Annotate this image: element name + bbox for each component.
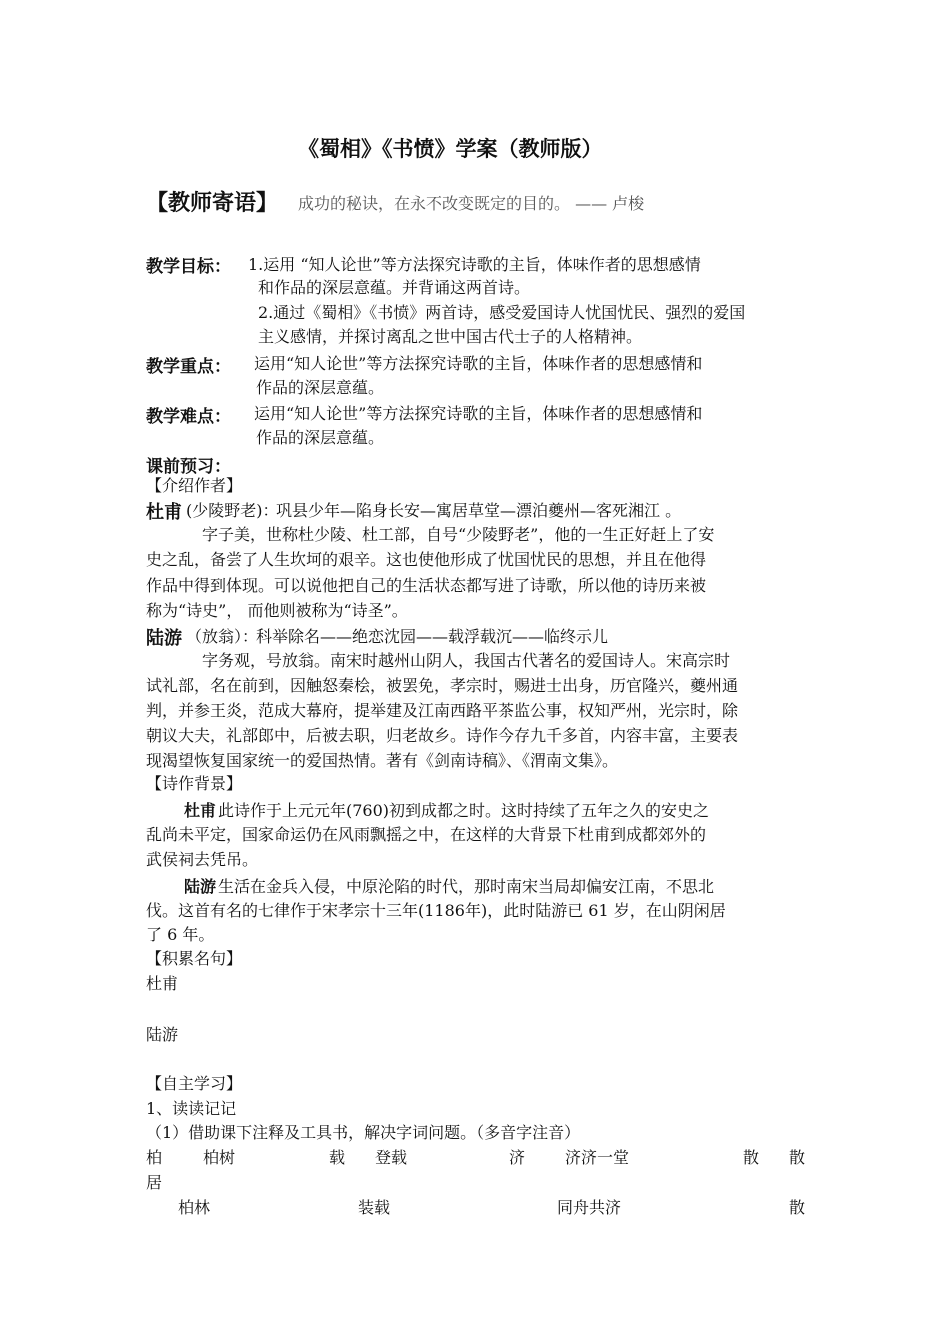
objectives-line-1: 1.运用 “知人论世”等方法探究诗歌的主旨，体味作者的思想感情 bbox=[248, 255, 701, 274]
du-fu-path: 巩县少年—陷身长安—寓居草堂—漂泊夔州—客死湘江 。 bbox=[276, 501, 682, 520]
objectives-line-4: 主义感情，并探讨离乱之世中国古代士子的人格精神。 bbox=[258, 327, 643, 346]
vocab-san-2: 散 bbox=[789, 1198, 806, 1217]
lu-you-bio-1: 字务观，号放翁。南宋时越州山阴人，我国古代著名的爱国诗人。宋高宗时 bbox=[202, 651, 731, 670]
motto-heading: 【教师寄语】 bbox=[146, 191, 279, 216]
vocab-tong-zhou-gong-ji: 同舟共济 bbox=[557, 1198, 622, 1217]
background-du-fu-1: 此诗作于上元元年(760)初到成都之时。这时持续了五年之久的安史之 bbox=[218, 801, 710, 820]
background-du-fu-3: 武侯祠去凭吊。 bbox=[146, 850, 259, 869]
vocab-bai-shu: 柏树 bbox=[203, 1148, 236, 1167]
du-fu-bio-3: 作品中得到体现。可以说他把自己的生活状态都写进了诗歌，所以他的诗历来被 bbox=[146, 576, 707, 595]
vocab-char-bai: 柏 bbox=[146, 1148, 163, 1167]
difficulty-label: 教学难点： bbox=[146, 407, 231, 427]
background-du-fu-name: 杜甫 bbox=[184, 801, 217, 820]
vocab-bai-lin: 柏林 bbox=[178, 1198, 211, 1217]
background-lu-you-2: 伐。这首有名的七律作于宋孝宗十三年(1186年)，此时陆游已 61 岁，在山阴闲居 bbox=[146, 901, 726, 920]
lu-you-subtitle: （放翁）： bbox=[186, 627, 259, 646]
objectives-label: 教学目标： bbox=[146, 257, 231, 277]
self-study-heading: 【自主学习】 bbox=[146, 1074, 243, 1093]
background-heading: 【诗作背景】 bbox=[146, 774, 243, 793]
lu-you-name: 陆游 bbox=[146, 628, 182, 649]
background-lu-you-name: 陆游 bbox=[184, 877, 217, 896]
difficulty-line-2: 作品的深层意蕴。 bbox=[256, 428, 385, 447]
vocab-ji-ji-yi-tang: 济济一堂 bbox=[565, 1148, 630, 1167]
vocab-san-ju-end: 居 bbox=[146, 1173, 163, 1192]
background-lu-you-1: 生活在金兵入侵，中原沦陷的时代，那时南宋当局却偏安江南，不思北 bbox=[218, 877, 715, 896]
lu-you-bio-2: 试礼部，名在前到，因触怒秦桧，被罢免，孝宗时，赐进士出身，历官隆兴，夔州通 bbox=[146, 676, 739, 695]
quotes-du-fu: 杜甫 bbox=[146, 974, 179, 993]
lu-you-bio-5: 现渴望恢复国家统一的爱国热情。著有《剑南诗稿》、《渭南文集》。 bbox=[146, 751, 619, 770]
objectives-line-2: 和作品的深层意蕴。并背诵这两首诗。 bbox=[258, 278, 531, 297]
motto-text: 成功的秘诀，在永不改变既定的目的。 —— 卢梭 bbox=[298, 194, 645, 213]
self-study-sub-1: （1）借助课下注释及工具书，解决字词问题。（多音字注音） bbox=[146, 1123, 581, 1142]
quotes-heading: 【积累名句】 bbox=[146, 949, 243, 968]
vocab-char-zai: 载 bbox=[329, 1148, 346, 1167]
difficulty-line-1: 运用“知人论世”等方法探究诗歌的主旨，体味作者的思想感情和 bbox=[254, 404, 703, 423]
page-title: 《蜀相》《书愤》学案（教师版） bbox=[298, 137, 603, 161]
key-point-line-1: 运用“知人论世”等方法探究诗歌的主旨，体味作者的思想感情和 bbox=[254, 354, 703, 373]
key-point-line-2: 作品的深层意蕴。 bbox=[256, 378, 385, 397]
vocab-zhuang-zai: 装载 bbox=[358, 1198, 391, 1217]
lu-you-bio-4: 朝议大夫，礼部郎中，后被去职，归老故乡。诗作今存九千多首，内容丰富，主要表 bbox=[146, 726, 739, 745]
quotes-lu-you: 陆游 bbox=[146, 1025, 179, 1044]
du-fu-subtitle: (少陵野老)： bbox=[186, 501, 279, 520]
background-lu-you-3: 了 6 年。 bbox=[146, 925, 215, 944]
vocab-char-san: 散 bbox=[743, 1148, 760, 1167]
lu-you-bio-3: 判，并参王炎，范成大幕府，提举建及江南西路平茶监公事，权知严州，光宗时，除 bbox=[146, 701, 739, 720]
du-fu-bio-2: 史之乱，备尝了人生坎坷的艰辛。这也使他形成了忧国忧民的思想，并且在他得 bbox=[146, 550, 707, 569]
vocab-char-ji: 济 bbox=[509, 1148, 526, 1167]
self-study-item-1: 1、读读记记 bbox=[146, 1099, 237, 1118]
lu-you-path: 科举除名——绝恋沈园——载浮载沉——临终示儿 bbox=[256, 627, 609, 646]
author-heading: 【介绍作者】 bbox=[146, 476, 243, 495]
vocab-san-ju-start: 散 bbox=[789, 1148, 806, 1167]
background-du-fu-2: 乱尚未平定，国家命运仍在风雨飘摇之中，在这样的大背景下杜甫到成都郊外的 bbox=[146, 825, 707, 844]
du-fu-bio-1: 字子美，世称杜少陵、杜工部，自号“少陵野老”，他的一生正好赶上了安 bbox=[202, 525, 715, 544]
du-fu-name: 杜甫 bbox=[146, 502, 182, 523]
vocab-deng-zai: 登载 bbox=[375, 1148, 408, 1167]
du-fu-bio-4: 称为“诗史”， 而他则被称为“诗圣”。 bbox=[146, 601, 408, 620]
preview-label: 课前预习： bbox=[146, 457, 231, 477]
key-point-label: 教学重点： bbox=[146, 357, 231, 377]
objectives-line-3: 2.通过《蜀相》《书愤》两首诗，感受爱国诗人忧国忧民、强烈的爱国 bbox=[258, 303, 746, 322]
